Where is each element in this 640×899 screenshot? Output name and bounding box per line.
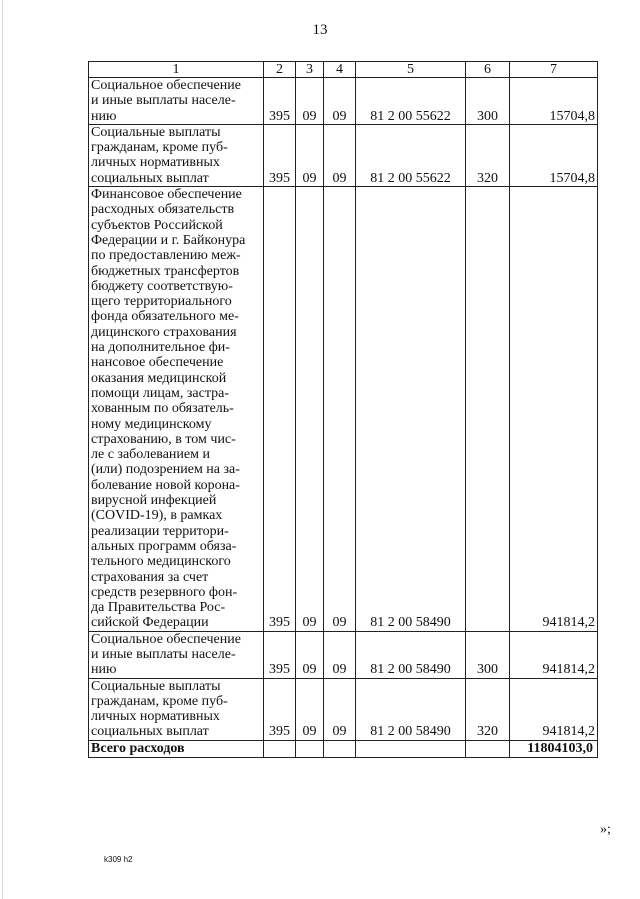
description-line: социальных выплат [91,170,209,186]
ministry-code: 395 [264,631,296,678]
budget-table [88,61,598,758]
page-number: 13 [312,22,328,38]
header-cell: 2 [264,62,296,78]
description-line: страхованию, в том чис- [91,431,236,447]
row-description [89,124,264,186]
description-line: (COVID-19), в рамках [91,508,223,524]
target-article-code: 81 2 00 58490 [356,187,466,632]
row-description [89,631,264,678]
subsection-code: 09 [324,631,356,678]
expense-type-code: 320 [466,124,510,186]
description-line: бюджетных трансфертов [91,263,240,279]
description-line: оказания медицинской [91,370,227,386]
description-line: нию [91,108,117,124]
target-article-code: 81 2 00 55622 [356,78,466,125]
table-header-row [89,62,598,78]
row-description [89,678,264,740]
empty-cell [296,740,324,757]
expense-type-code [466,187,510,632]
total-row [89,740,598,757]
header-cell: 6 [466,62,510,78]
description-line: по предоставлению меж- [91,248,241,264]
description-line: помощи лицам, застра- [91,385,230,401]
ministry-code: 395 [264,187,296,632]
empty-cell [324,740,356,757]
target-article-code: 81 2 00 58490 [356,678,466,740]
subsection-code: 09 [324,678,356,740]
ministry-code: 395 [264,124,296,186]
ministry-code: 395 [264,78,296,125]
description-line: альных программ обяза- [91,538,237,554]
header-cell: 5 [356,62,466,78]
table-row [89,187,598,632]
footer-code: k309 h2 [104,855,133,864]
amount-value: 15704,8 [510,124,598,186]
description-line: нию [91,662,117,678]
expense-type-code: 300 [466,78,510,125]
description-line: дицинского страхования [91,324,237,340]
description-line: и иные выплаты населе- [91,93,236,109]
description-line: ле с заболеванием и [91,447,210,463]
subsection-code: 09 [324,187,356,632]
description-line: Финансовое обеспечение [91,187,242,203]
section-code: 09 [296,78,324,125]
description-line: нансовое обеспечение [91,355,224,371]
amount-value: 941814,2 [510,631,598,678]
description-line: личных нормативных [91,155,220,171]
amount-value: 941814,2 [510,678,598,740]
scan-edge-line [2,0,3,899]
description-line: Социальное обеспечение [91,78,241,93]
total-amount: 11804103,0 [510,740,598,757]
subsection-code: 09 [324,78,356,125]
section-code: 09 [296,187,324,632]
description-line: реализации территори- [91,523,229,539]
total-label: Всего расходов [89,740,264,757]
subsection-code: 09 [324,124,356,186]
amount-value: 941814,2 [510,187,598,632]
row-description [89,78,264,125]
table-row [89,678,598,740]
expense-type-code: 320 [466,678,510,740]
description-line: тельного медицинского [91,554,231,570]
description-line: субъектов Российской [91,217,223,233]
description-line: Социальные выплаты [91,124,221,140]
section-code: 09 [296,678,324,740]
row-description [89,187,264,632]
description-line: расходных обязательств [91,202,235,218]
description-line: социальных выплат [91,724,209,740]
description-line: щего территориального [91,294,232,310]
table-row [89,78,598,125]
description-line: личных нормативных [91,709,220,725]
closing-mark: »; [600,822,611,837]
header-cell: 4 [324,62,356,78]
empty-cell [356,740,466,757]
description-line: ному медицинскому [91,416,212,432]
section-code: 09 [296,124,324,186]
table-row [89,124,598,186]
description-line: вирусной инфекцией [91,493,217,509]
expense-type-code: 300 [466,631,510,678]
description-line: Социальные выплаты [91,678,221,694]
description-line: страхования за счет [91,569,209,585]
description-line: да Правительства Рос- [91,600,226,616]
header-cell: 3 [296,62,324,78]
description-line: гражданам, кроме пуб- [91,140,228,156]
description-line: Социальное обеспечение [91,631,241,647]
description-line: хованным по обязатель- [91,401,234,417]
empty-cell [466,740,510,757]
description-line: Федерации и г. Байконура [91,232,246,248]
ministry-code: 395 [264,678,296,740]
header-cell: 1 [89,62,264,78]
table-row [89,631,598,678]
description-line: средств резервного фон- [91,584,238,600]
target-article-code: 81 2 00 55622 [356,124,466,186]
description-line: (или) подозрением на за- [91,462,240,478]
header-cell: 7 [510,62,598,78]
description-line: бюджету соответствую- [91,278,233,294]
description-line: сийской Федерации [91,615,209,631]
description-line: гражданам, кроме пуб- [91,693,228,709]
description-line: и иные выплаты населе- [91,646,236,662]
description-line: болевание новой корона- [91,477,240,493]
description-line: фонда обязательного ме- [91,309,239,325]
section-code: 09 [296,631,324,678]
target-article-code: 81 2 00 58490 [356,631,466,678]
empty-cell [264,740,296,757]
amount-value: 15704,8 [510,78,598,125]
description-line: на дополнительное фи- [91,340,230,356]
